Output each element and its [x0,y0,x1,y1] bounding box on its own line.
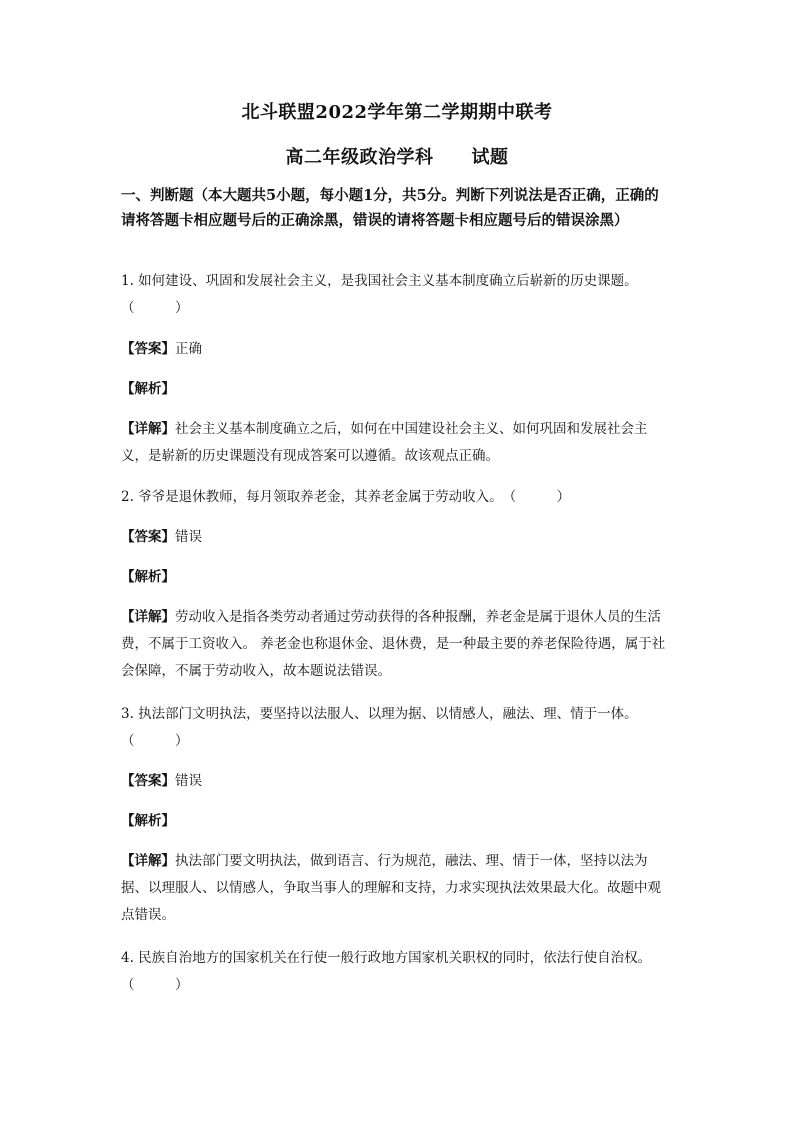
detail-label: 【详解】 [121,609,175,625]
detail-text: 社会主义基本制度确立之后，如何在中国建设社会主义、如何巩固和发展社会主义，是崭新的历史课题没有现成答案可以遵循。故该观点正确。 [121,421,648,464]
answer-blank: （ ） [121,977,189,993]
answer-blank: （ ） [121,300,189,316]
answer-value: 错误 [175,529,202,545]
question-stem-text: 4. 民族自治地方的国家机关在行使一般行政地方国家机关职权的同时，依法行使自治权。 [121,950,652,966]
question-3-analysis-label: 【解析】 [121,813,175,829]
answer-label: 【答案】 [121,773,175,789]
question-3-detail [121,848,673,929]
question-stem-text: 3. 执法部门文明执法，要坚持以法服人、以理为据、以情感人，融法、理、情于一体。 [121,706,638,722]
question-stem-text: 2. 爷爷是退休教师，每月领取养老金，其养老金属于劳动收入。 [121,489,503,505]
question-3-stem [121,701,673,755]
subtitle-exam: 试题 [471,147,509,168]
question-2-answer [121,524,673,551]
question-1-answer [121,336,673,363]
question-1-detail [121,416,673,470]
subtitle-grade-subject: 高二年级政治学科 [285,147,434,168]
detail-text: 执法部门要文明执法，做到语言、行为规范，融法、理、情于一体，坚持以法为据、以理服人、以情感人，争取当事人的理解和支持，力求实现执法效果最大化。故题中观点错误。 [121,853,661,923]
document-title: 北斗联盟2022学年第二学期期中联考 [241,102,553,123]
detail-text: 劳动收入是指各类劳动者通过劳动获得的各种报酬，养老金是属于退休人员的生活费，不属于工资收入。 养老金也称退休金、退休费，是一种最主要的养老保险待遇，属于社会保障，不属于劳动收入，故本题说法错误。 [121,609,666,679]
detail-label: 【详解】 [121,421,175,437]
document-subtitle [0,143,794,169]
question-2-stem [121,484,673,511]
answer-value: 错误 [175,773,202,789]
detail-label: 【详解】 [121,853,175,869]
question-2-detail [121,604,673,685]
section-heading: 一、判断题（本大题共5小题，每小题1分，共5分。判断下列说法是否正确，正确的请将答题卡相应题号后的正确涂黑，错误的请将答题卡相应题号后的错误涂黑） [121,187,659,229]
answer-blank: （ ） [121,733,189,749]
question-3-answer [121,768,673,795]
question-1-stem [121,268,673,322]
question-2-analysis-label: 【解析】 [121,569,175,585]
answer-label: 【答案】 [121,341,175,357]
answer-blank: （ ） [502,489,571,505]
answer-label: 【答案】 [121,529,175,545]
question-stem-text: 1. 如何建设、巩固和发展社会主义，是我国社会主义基本制度确立后崭新的历史课题。 [121,273,638,289]
question-1-analysis-label: 【解析】 [121,381,175,397]
answer-value: 正确 [175,341,202,357]
question-4-stem [121,945,673,999]
